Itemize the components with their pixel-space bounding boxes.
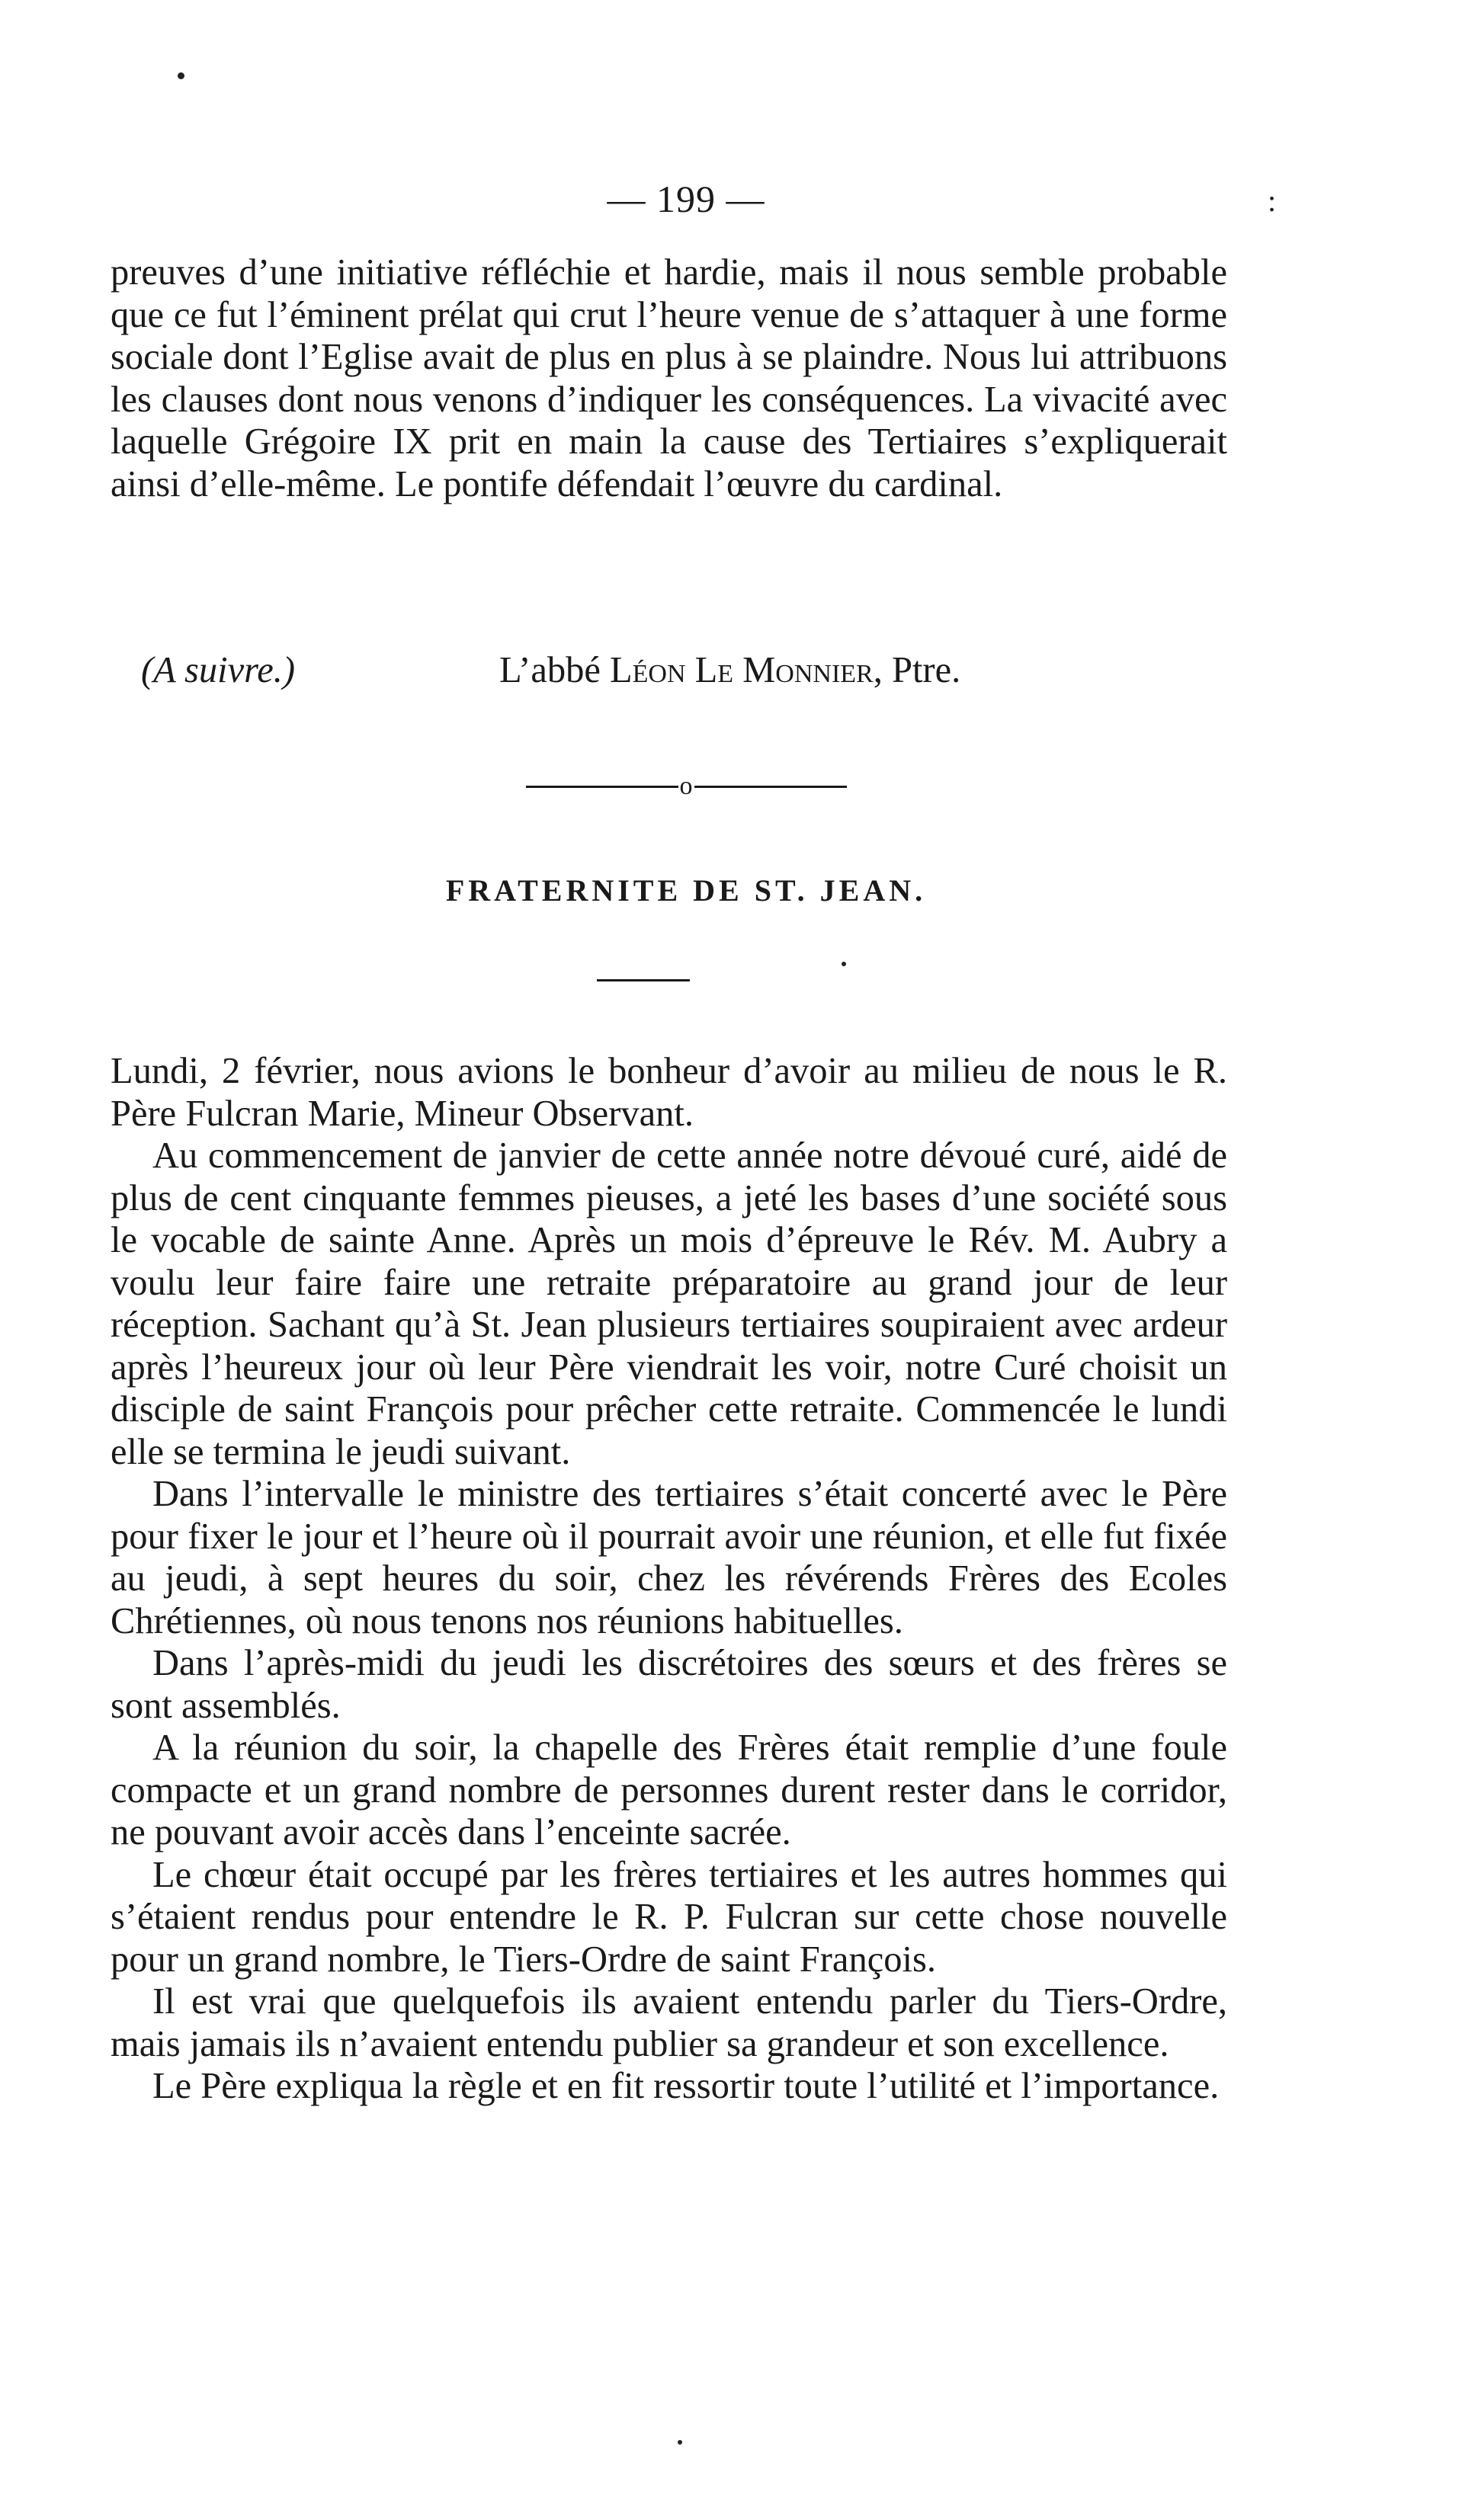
author-prefix: L’abbé [499,650,611,690]
body-paragraph: Le Père expliqua la règle et en fit ressortir toute l’utilité et l’importance. [152,2066,1220,2106]
author-name: Léon Le Monnier [610,650,874,690]
section-title: FRATERNITE DE ST. JEAN. [445,873,927,908]
body-paragraph: Au commencement de janvier de cette année notre dévoué curé, aidé de plus de cent cinquante femmes pieuses, a jeté les bases d’une société sous le vocable de sainte Anne. Après un mois d’épreuve le Rév. M. Aubry a voulu leur faire faire une retraite préparatoire au grand jour de leur réception. Sachant qu’à St. Jean plusieurs tertiaires soupiraient avec ardeur après l’heureux jour où leur Père viendrait les voir, notre Curé choisit un disciple de saint François pour prêcher cette retraite. Commencée le lundi elle se termina le jeudi suivant. [111,1135,1227,1472]
author-signature [499,649,960,691]
body-paragraph: Lundi, 2 février, nous avions le bonheur d’avoir au milieu de nous le R. Père Fulcran Marie, Mineur Observant. [111,1051,1227,1134]
body-paragraph: A la réunion du soir, la chapelle des Frères était remplie d’une foule compacte et un grand nombre de personnes durent rester dans le corridor, ne pouvant avoir accès dans l’enceinte sacrée. [111,1727,1227,1852]
page-number: — 199 — [607,178,765,220]
to-be-continued: (A suivre.) [141,650,296,690]
body-paragraph: Dans l’après-midi du jeudi les discrétoires des sœurs et des frères se sont assemblés. [111,1643,1227,1726]
ink-speck [678,2440,682,2445]
body-paragraph: Le chœur était occupé par les frères tertiaires et les autres hommes qui s’étaient rendus pour entendre le R. P. Fulcran sur cette chose nouvelle pour un grand nombre, le Tiers-Ordre de saint François. [111,1854,1227,1980]
body-paragraph: Dans l’intervalle le ministre des tertiaires s’était concerté avec le Père pour fixer le jour et l’heure où il pourrait avoir une réunion, et elle fut fixée au jeudi, à sept heures du soir, chez les révérends Frères des Ecoles Chrétiennes, où nous tenons nos réunions habituelles. [111,1474,1227,1641]
intro-paragraph: preuves d’une initiative réfléchie et hardie, mais il nous semble probable que ce fut l’éminent prélat qui crut l’heure venue de s’attaquer à une forme sociale dont l’Eglise avait de plus en plus à se plaindre. Nous lui attribuons les clauses dont nous venons d’indiquer les conséquences. La vivacité avec laquelle Grégoire IX prit en main la cause des Tertiaires s’expliquerait ainsi d’elle-même. Le pontife défendait l’œuvre du cardinal. [111,252,1227,504]
body-paragraph: Il est vrai que quelquefois ils avaient entendu parler du Tiers-Ordre, mais jamais ils n’avaient entendu publier sa grandeur et son excellence. [111,1981,1227,2064]
title-underline-rule [597,979,690,981]
margin-mark: : [1268,184,1277,218]
intro-paragraph-block [111,251,1227,505]
section-separator [0,773,1372,799]
author-suffix: , Ptre. [873,650,961,690]
separator-rule-left [526,786,678,788]
ink-speck [842,962,846,966]
separator-rule-right [694,786,847,788]
ink-speck [178,72,184,79]
section-body [111,1050,1227,2108]
separator-ornament: o [679,772,693,800]
